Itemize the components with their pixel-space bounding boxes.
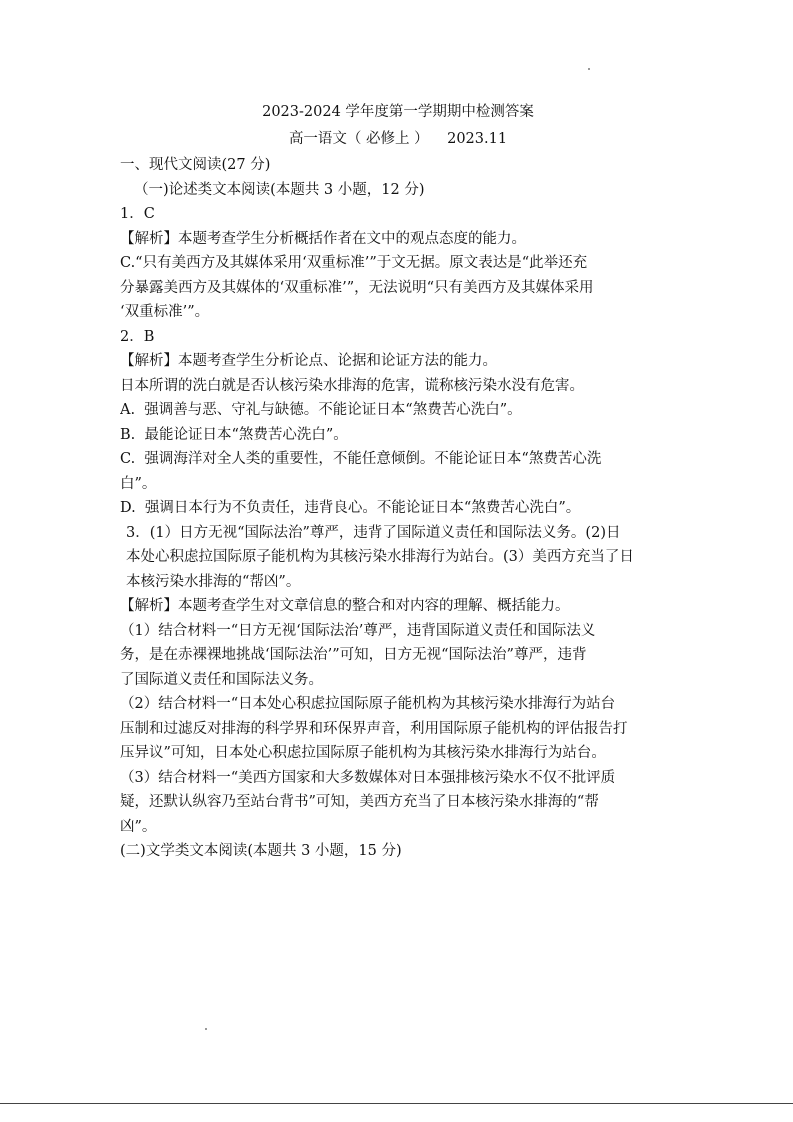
scan-dot bbox=[588, 68, 590, 70]
text-line: 日本所谓的洗白就是否认核污染水排海的危害，谎称核污染水没有危害。 bbox=[120, 377, 584, 394]
answer-line: 2．B bbox=[120, 328, 155, 345]
text-line: C.“只有美西方及其媒体采用‘双重标准’”于文无据。原文表达是“此举还充 bbox=[120, 255, 588, 271]
option-line: C. 强调海洋对全人类的重要性，不能任意倾倒。不能论证日本“煞费苦心洗 bbox=[120, 451, 602, 467]
text-line: 凶”。 bbox=[120, 818, 157, 835]
text-line: 压异议”可知，日本处心积虑拉国际原子能机构为其核污染水排海行为站台。 bbox=[120, 745, 606, 761]
analysis-line: 【解析】本题考查学生对文章信息的整合和对内容的理解、概括能力。 bbox=[120, 598, 570, 614]
text-line: 白”。 bbox=[120, 475, 157, 492]
subsection-heading: (二)文学类文本阅读(本题共 3 小题，15 分) bbox=[120, 843, 402, 859]
text-line: 本核污染水排海的“帮凶”。 bbox=[126, 573, 301, 590]
text-line: 本处心积虑拉国际原子能机构为其核污染水排海行为站台。(3）美西方充当了日 bbox=[126, 549, 634, 565]
section-heading: 一、现代文阅读(27 分) bbox=[120, 157, 271, 173]
text-line: （1）结合材料一“日方无视‘国际法治’尊严，违背国际道义责任和国际法义 bbox=[120, 622, 596, 639]
text-line: （2）结合材料一“日本处心积虑拉国际原子能机构为其核污染水排海行为站台 bbox=[120, 696, 616, 712]
analysis-line: 【解析】本题考查学生分析论点、论据和论证方法的能力。 bbox=[120, 353, 497, 369]
option-line: A. 强调善与恶、守礼与缺德。不能论证日本“煞费苦心洗白”。 bbox=[120, 402, 522, 418]
text-line: 分暴露美西方及其媒体的‘双重标准’”，无法说明“只有美西方及其媒体采用 bbox=[120, 279, 594, 296]
document-title: 2023-2024 学年度第一学期期中检测答案 bbox=[262, 104, 534, 120]
answer-line: 3．(1）日方无视“国际法治”尊严，违背了国际道义责任和国际法义务。(2)日 bbox=[126, 524, 621, 541]
text-line: 了国际道义责任和国际法义务。 bbox=[120, 671, 323, 688]
option-line: D. 强调日本行为不负责任，违背良心。不能论证日本“煞费苦心洗白”。 bbox=[120, 500, 581, 516]
text-line: （3）结合材料一“美西方国家和大多数媒体对日本强排核污染水不仅不批评质 bbox=[120, 769, 616, 786]
scan-dot bbox=[205, 1028, 207, 1030]
subsection-heading: （一)论述类文本阅读(本题共 3 小题，12 分) bbox=[134, 181, 425, 198]
text-line: 疑，还默认纵容乃至站台背书”可知，美西方充当了日本核污染水排海的“帮 bbox=[120, 794, 599, 810]
analysis-line: 【解析】本题考查学生分析概括作者在文中的观点态度的能力。 bbox=[120, 230, 526, 247]
document-body bbox=[120, 100, 676, 864]
page-bottom-rule bbox=[0, 1103, 793, 1104]
option-line: B. 最能论证日本“煞费苦心洗白”。 bbox=[120, 426, 348, 443]
document-subtitle: 高一语文（ 必修上 ） 2023.11 bbox=[288, 130, 508, 147]
text-line: ‘双重标准’”。 bbox=[120, 304, 210, 320]
text-line: 务，是在赤裸裸地挑战‘国际法治’”可知，日方无视“国际法治”尊严，违背 bbox=[120, 647, 587, 663]
answer-line: 1．C bbox=[120, 206, 155, 222]
text-line: 压制和过滤反对排海的科学界和环保界声音，利用国际原子能机构的评估报告打 bbox=[120, 720, 628, 737]
